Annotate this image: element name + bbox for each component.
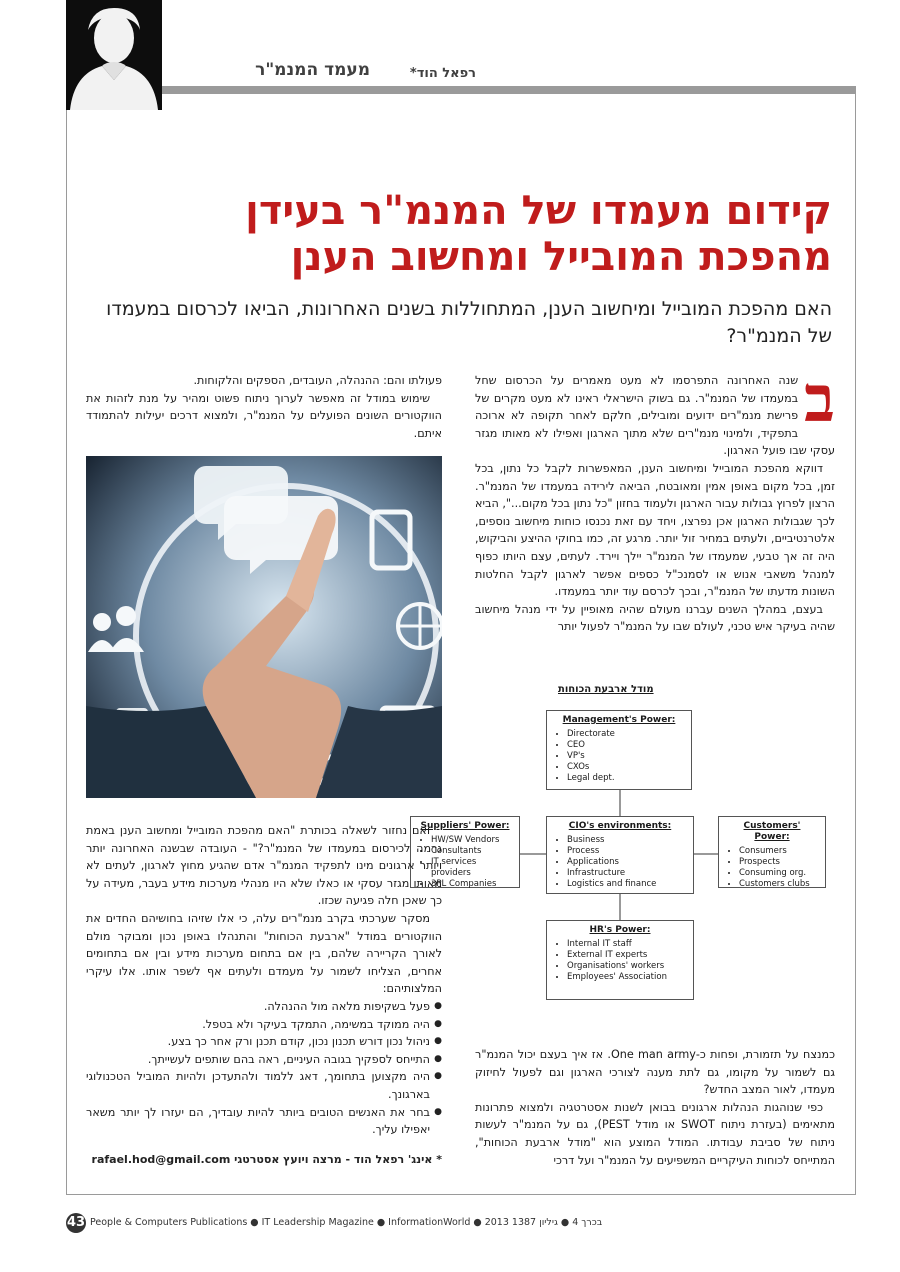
author-signature	[90, 1153, 442, 1166]
paragraph: כמנצח על תזמורת, ופחות כ-One man army. אז איך בעצם יכול המנמ"ר גם לשמור על מקומו, גם לתת מענה לצורכי הארגון וגם לפעול לחיזוק מעמדו, לאור המצב החדש?	[475, 1048, 836, 1097]
list-item: • Customers clubs	[739, 879, 819, 890]
list-item: • VP's	[567, 751, 685, 762]
drop-cap: ב	[804, 362, 835, 437]
list-item: • CXOs	[567, 762, 685, 773]
box-title: HR's Power:	[589, 925, 651, 935]
list-item: ● היה מקצוען בתחומך, דאג ללמוד ולהתעדכן ולהיות המוביל הטכנולוגי בארגונך.	[86, 1068, 442, 1103]
paragraph: שימוש במודל זה מאפשר לערוך ניתוח פשוט ומהיר על מנת לזהות את הווקטורים השונים הפועלים על המנמ"ר, ולמצוא דרכים יעילות להתמודד איתם.	[86, 391, 442, 440]
header-rule	[162, 86, 856, 94]
title-line-1: קידום מעמדו של המנמ"ר בעידן	[245, 188, 832, 234]
column-right-bottom	[475, 1046, 835, 1169]
customers-power-box	[718, 816, 826, 888]
recommendations-list	[86, 998, 442, 1139]
list-item: • Consultants	[431, 846, 513, 857]
list-item: • Business	[567, 835, 687, 846]
page-number: 43	[66, 1213, 86, 1233]
list-item: • Internal IT staff	[567, 939, 687, 950]
list-item: ● התייחס לספקיך בגובה העיניים, ראה בהם שותפים לעשייתך.	[86, 1051, 442, 1069]
list-item: ● בחר את האנשים הטובים ביותר להיות עובדיך, הם יעזרו לך יותר משאר יאפילו עליך.	[86, 1104, 442, 1139]
author-name: רפאל הוד*	[409, 66, 476, 81]
list-item: • CEO	[567, 740, 685, 751]
list-item: • Prospects	[739, 857, 819, 868]
author-email: rafael.hod@gmail.com	[91, 1153, 231, 1166]
list-item: • 3PL Companies	[431, 879, 513, 890]
signature-text: * אינג' רפאל הוד - מרצה ויועץ אסטרטגי	[234, 1153, 442, 1166]
management-power-box	[546, 710, 692, 790]
box-title: Customers' Power:	[743, 821, 801, 842]
paragraph: מסקר שערכתי בקרב מנמ"רים עלה, כי אלו שזיהו בחושיהם החדים את הווקטורים במודל "ארבעת הכוחות" והתנהלו באופן נכון ומבוקר מולם לאורך הקריירה שלהם, בין אם בתחום מערכות מידע ובין אם בתחומים אחרים, הצליחו לשמור על מעמדם ולעתים אף לשפר אותו. אלו עיקרי המלצותיהם:	[86, 911, 442, 996]
column-right-top	[475, 362, 835, 636]
list-item: • External IT experts	[567, 950, 687, 961]
author-avatar	[66, 0, 162, 110]
section-rubric: מעמד המנמ"ר	[255, 60, 370, 80]
paragraph: שנה האחרונה התפרסמו לא מעט מאמרים על הכרסום שחל במעמדו של המנמ"ר. גם בשוק הישראלי ראינו לא מעט מקרים של פרישת מנמ"רים ידועים ומובילים, חלקם לאחר תקופה לא ארוכה בתפקיד, ולמינוי מנמ"רים שלא מתוך הארגון ואפילו לא מאותו מגזר עסקי שבו פועל הארגון.	[475, 374, 835, 458]
list-item: • Consuming org.	[739, 868, 819, 879]
four-forces-diagram	[390, 684, 836, 1014]
paragraph: ואם נחזור לשאלה בכותרת "האם מהפכת המובייל ומחשוב הענן באמת גרמה לכירסום במעמדו של המנמ"ר?" - העובדה שבשנה האחרונה יותר ויותר ארגונים מינו לתפקיד המנמ"ר אדם שהגיע מחוץ לארגון, לעתים לא מאותו מגזר עסקי או כאלו שלא היו מנהלי מערכות מידע בעבר, מעידה על כך שאכן חלה פגיעה שכזו.	[86, 824, 442, 908]
footer-publication-line: People & Computers Publications ● IT Leadership Magazine ● InformationWorld ● 2013 בכרך 4 ● גיליון 1387	[90, 1217, 603, 1228]
list-item: • Legal dept.	[567, 773, 685, 784]
column-left-top	[86, 372, 442, 442]
list-item: • Process	[567, 846, 687, 857]
list-item: ● היה ממוקד במשימה, התמקד בעיקר ולא בטפל.	[86, 1016, 442, 1034]
box-title: Management's Power:	[562, 715, 676, 725]
list-item: ● פעל בשקיפות מלאה מול ההנהלה.	[86, 998, 442, 1016]
diagram-title: מודל ארבעת הכוחות	[558, 684, 654, 695]
list-item: • Organisations' workers	[567, 961, 687, 972]
box-title: Suppliers' Power:	[420, 821, 510, 831]
list-item: • Directorate	[567, 729, 685, 740]
paragraph: כפי שנוהגות הנהלות ארגונים בבואן לשנות אסטרטגיה ולמצוא פתרונות מתאימים (בעזרת ניתוח SWOT או מודל PEST), גם על המנמ"ר לעשות ניתוח של סביבת עבודתו. המודל המוצע הוא "מודל ארבעת הכוחות", המתייחס לכוחות העיקריים המשפיעים על המנמ"ר ועל דרכי	[475, 1100, 835, 1167]
list-item: • Consumers	[739, 846, 819, 857]
paragraph: פעולתו והם: ההנהלה, העובדים, הספקים והלקוחות.	[193, 374, 442, 387]
list-item: • Employees' Association	[567, 972, 687, 983]
list-item: ● ניהול נכון דורש תכנון נכון, קודם תכנן ורק אחר כך בצע.	[86, 1033, 442, 1051]
hr-power-box	[546, 920, 694, 1000]
page-footer	[66, 1213, 854, 1235]
box-title: CIO's environments:	[568, 821, 672, 831]
column-left-bottom	[86, 822, 442, 1139]
paragraph: דווקא מהפכת המובייל ומיחשוב הענן, המאפשרות לקבל כל נתון, בכל זמן, בכל מקום באופן אמין ומאובטח, הביאה לירידה במעמדו של המנמ"ר. הרצון לפרוץ גבולות עבור הארגון ולעמוד בחזון "כל נתון בכל מקום...", הביא לכך שגבולות הארגון אכן נפרצו, ויחד עם זאת נכנסו כוחות מיחשוב נוספים, אלטרנטיביים, ולעתים במחיר זול יותר. מרגע זה, כמו בחוקי ההיצע והביקוש, היה זה אך טבעי, שמעמדו של המנמ"ר יילך ויירד. לעתים, עצם היותו כפוף למנהל משאבי אנוש או לסמנכ"ל כספים אפשר לארגון לקבל החלטות השונות מדעתו של המנמ"ר, ובכך לכרסם עוד יותר במעמדו.	[475, 461, 835, 599]
title-line-2: מהפכת המובייל ומחשוב הענן	[290, 234, 832, 280]
list-item: • HW/SW Vendors	[431, 835, 513, 846]
list-item: • Infrastructure	[567, 868, 687, 879]
list-item: • IT services providers	[431, 857, 513, 879]
hand-touching-cloud-photo	[86, 456, 442, 798]
article-subtitle: האם מהפכת המובייל ומיחשוב הענן, המתחוללות בשנים האחרונות, הביאו לכרסום במעמדו של המנמ"ר?	[106, 298, 832, 347]
list-item: • Logistics and finance	[567, 879, 687, 890]
paragraph: בעצם, במהלך השנים עברנו מעולם שהיה מאופיין על ידי מנהל מיחשוב שהיה בעיקר איש טכני, לעולם שבו על המנמ"ר לפעול יותר	[475, 602, 835, 634]
article-title	[132, 188, 832, 280]
cio-environments-box	[546, 816, 694, 894]
list-item: • Applications	[567, 857, 687, 868]
